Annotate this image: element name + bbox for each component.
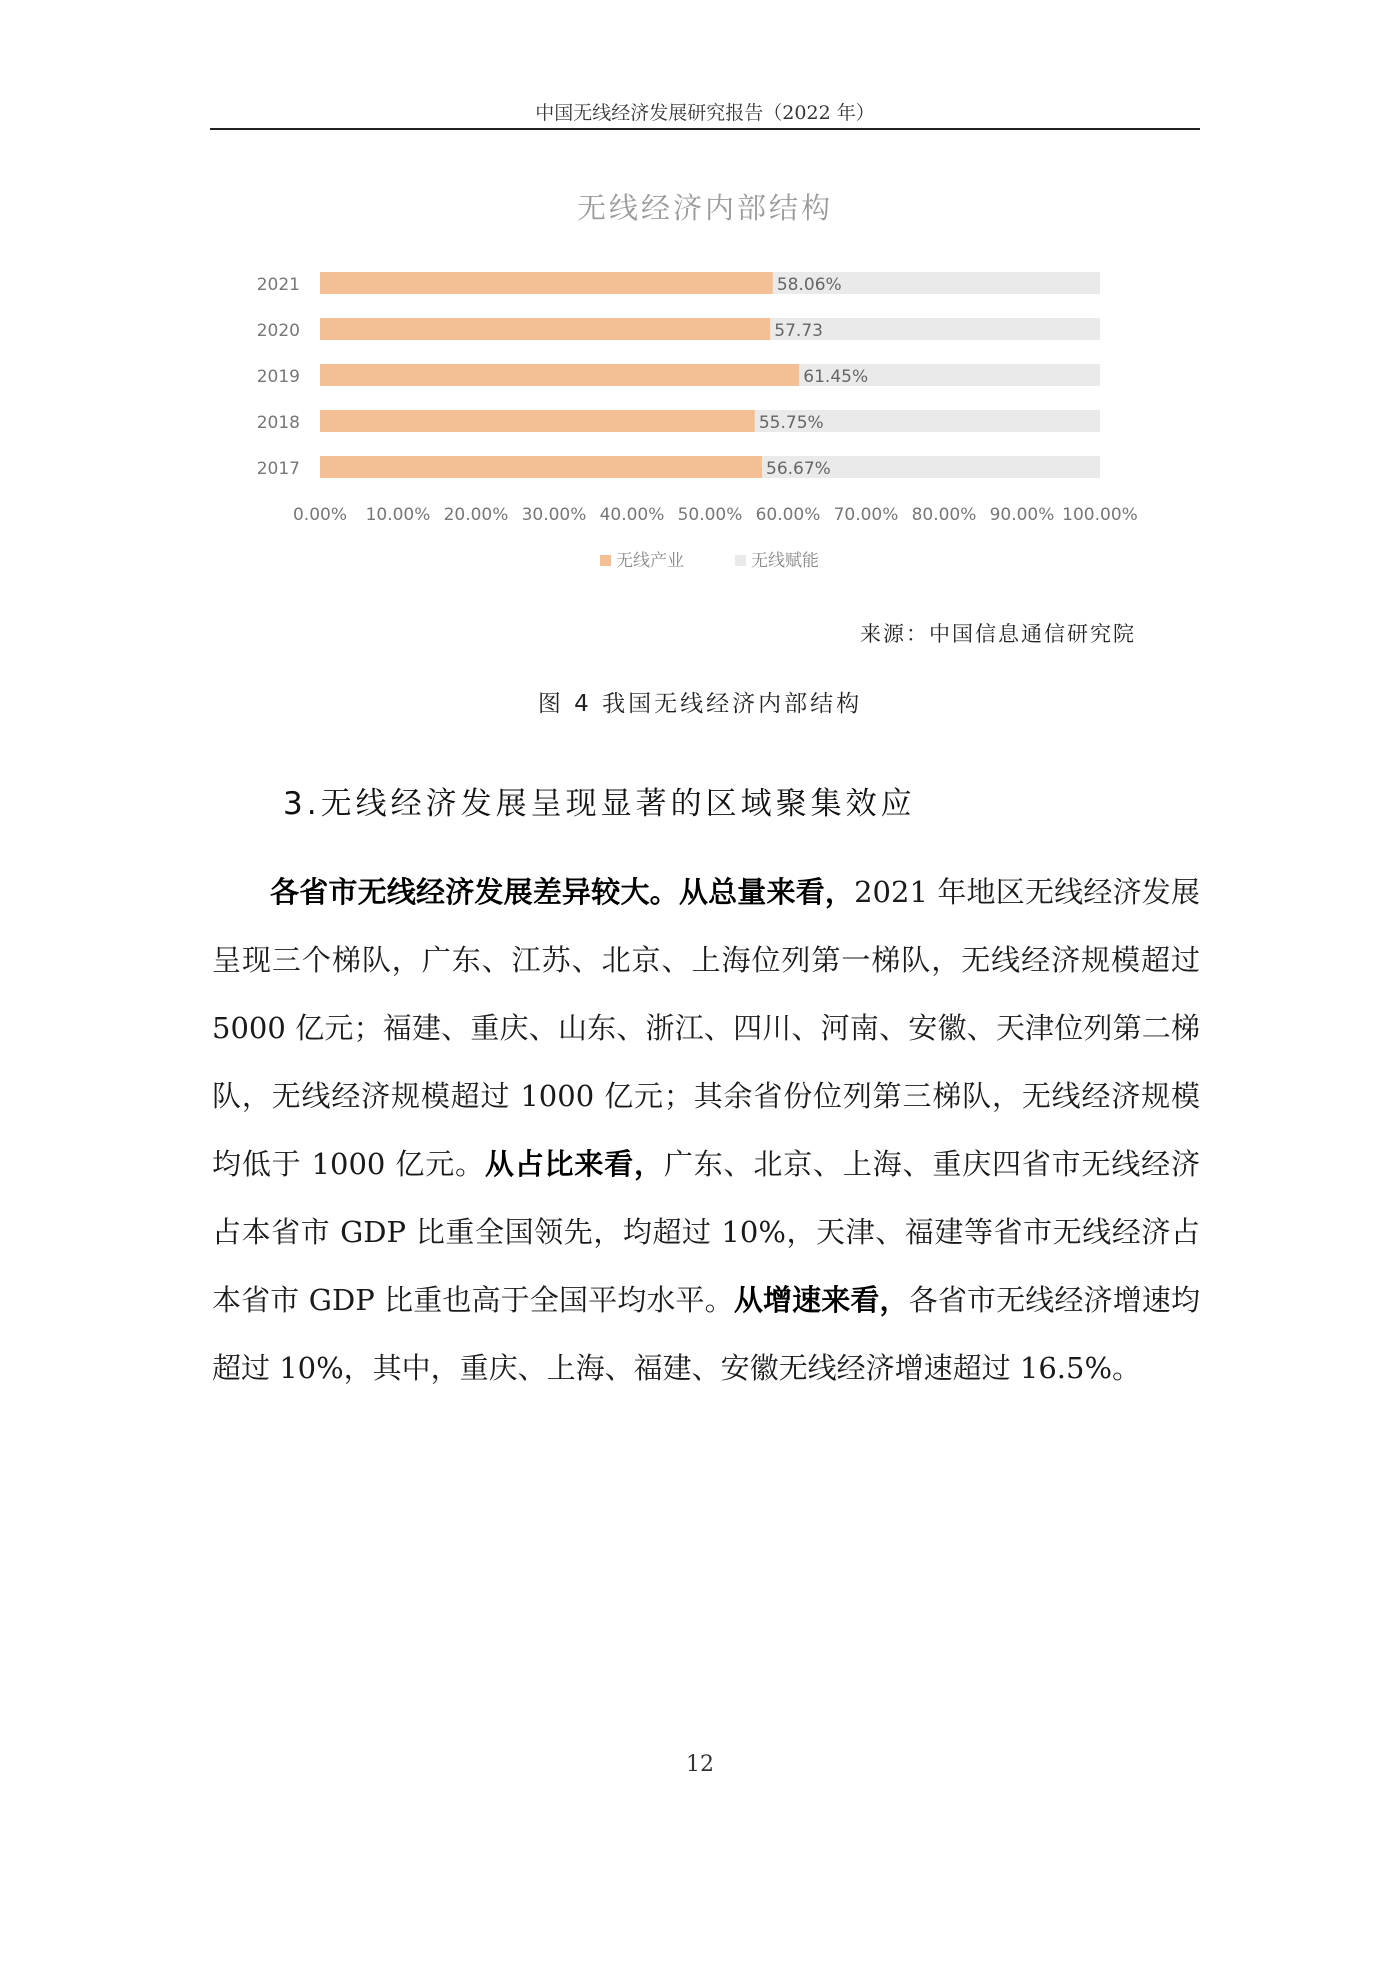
- y-tick-label-2019: 2019: [256, 367, 300, 387]
- x-tick-label: 50.00%: [677, 505, 743, 525]
- data-label-2019: 61.45%: [803, 367, 869, 387]
- data-label-2018: 55.75%: [758, 413, 824, 433]
- lead-bold-share: 从占比来看，: [484, 1147, 664, 1181]
- paragraph-text-total: 2021 年地区无线经济发展呈现三个梯队，广东、江苏、北京、上海位列第一梯队，无线经济规模超过 5000 亿元；福建、重庆、山东、浙江、四川、河南、安徽、天津位列第二梯队，无线经济规模超过 1000 亿元；其余省份位列第三梯队，无线经济规模均低于 1000 亿元。: [212, 875, 1200, 1181]
- y-tick-label-2017: 2017: [256, 459, 300, 479]
- inner-structure-bar-chart: [0, 0, 1400, 600]
- x-tick-label: 40.00%: [599, 505, 665, 525]
- bar-wireless-industry-2021: [320, 272, 773, 294]
- x-tick-label: 0.00%: [292, 505, 348, 525]
- y-tick-label-2020: 2020: [256, 321, 300, 341]
- paragraph-text-growth: 各省市无线经济增速均超过 10%，其中，重庆、上海、福建、安徽无线经济增速超过 16.5%。: [212, 1283, 1200, 1385]
- lead-bold-growth: 从增速来看，: [733, 1283, 909, 1317]
- legend-label: 无线产业: [616, 551, 684, 571]
- bar-wireless-industry-2019: [320, 364, 799, 386]
- chart-title: 无线经济内部结构: [576, 191, 834, 225]
- data-label-2021: 58.06%: [776, 275, 842, 295]
- legend-swatch: [735, 555, 746, 566]
- x-tick-label: 80.00%: [911, 505, 977, 525]
- y-tick-label-2018: 2018: [256, 413, 300, 433]
- x-tick-label: 90.00%: [989, 505, 1055, 525]
- x-tick-label: 30.00%: [521, 505, 587, 525]
- lead-bold-total: 各省市无线经济发展差异较大。从总量来看，: [270, 875, 855, 909]
- y-tick-label-2021: 2021: [256, 275, 300, 295]
- x-tick-label: 20.00%: [443, 505, 509, 525]
- page-number: 12: [686, 1752, 714, 1777]
- data-label-2020: 57.73: [774, 321, 823, 341]
- figure-caption: 图 4 我国无线经济内部结构: [537, 691, 863, 717]
- running-header: 中国无线经济发展研究报告（2022 年）: [535, 102, 875, 124]
- x-tick-label: 10.00%: [365, 505, 431, 525]
- data-label-2017: 56.67%: [766, 459, 831, 479]
- x-tick-label: 100.00%: [1062, 505, 1138, 525]
- legend-swatch: [600, 555, 611, 566]
- x-tick-label: 60.00%: [755, 505, 821, 525]
- section-title: 3.无线经济发展呈现显著的区域聚集效应: [283, 786, 916, 822]
- bar-wireless-industry-2020: [320, 318, 770, 340]
- body-paragraph: [212, 858, 1200, 1402]
- bar-wireless-industry-2018: [320, 410, 755, 432]
- legend-label: 无线赋能: [751, 551, 819, 571]
- x-tick-label: 70.00%: [833, 505, 899, 525]
- source-note: 来源：中国信息通信研究院: [860, 622, 1136, 646]
- bar-wireless-industry-2017: [320, 456, 762, 478]
- paragraph-text-share: 广东、北京、上海、重庆四省市无线经济占本省市 GDP 比重全国领先，均超过 10%，天津、福建等省市无线经济占本省市 GDP 比重也高于全国平均水平。: [212, 1147, 1200, 1317]
